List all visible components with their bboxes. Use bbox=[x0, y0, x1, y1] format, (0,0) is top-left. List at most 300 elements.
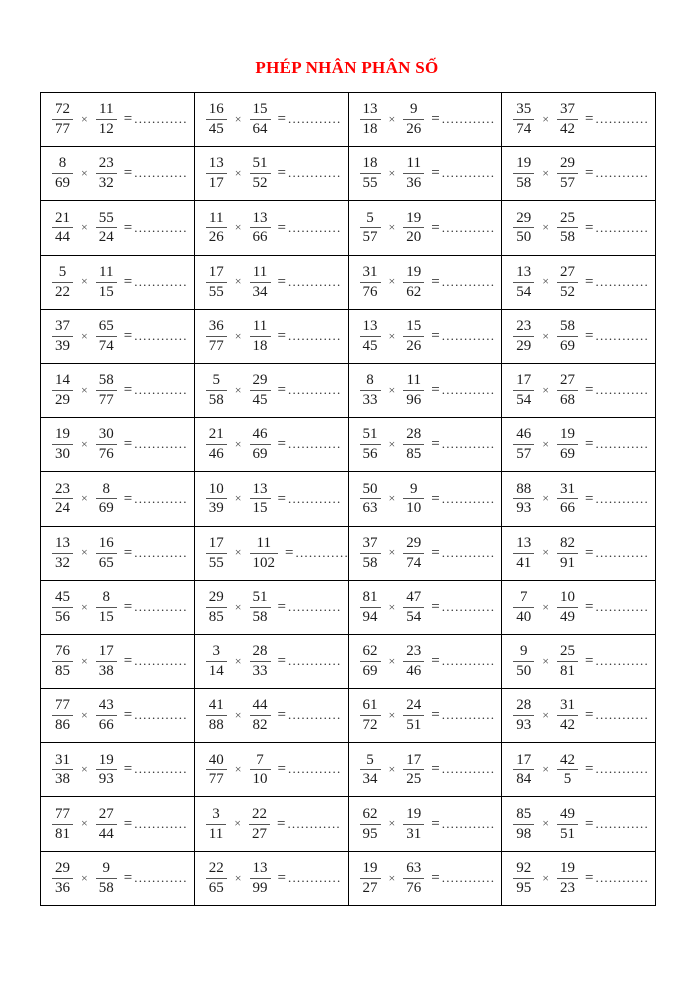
answer-blank: ............ bbox=[595, 273, 649, 289]
problem-cell bbox=[194, 255, 348, 309]
equals-sign: = bbox=[123, 327, 133, 344]
answer-blank: ............ bbox=[288, 165, 342, 181]
multiply-icon: × bbox=[81, 166, 88, 181]
numerator-2: 19 bbox=[403, 210, 424, 229]
fraction-1 bbox=[206, 860, 227, 897]
answer-blank: ............ bbox=[595, 436, 649, 452]
equals-sign: = bbox=[431, 598, 440, 615]
denominator-1: 41 bbox=[516, 554, 532, 571]
equals-and-blank bbox=[124, 599, 188, 616]
equals-and-blank bbox=[585, 220, 649, 237]
problem-cell bbox=[194, 201, 348, 255]
equals-sign: = bbox=[277, 869, 286, 886]
equals-and-blank bbox=[431, 274, 495, 291]
fraction-2 bbox=[403, 643, 424, 680]
problems-table bbox=[40, 92, 656, 906]
equals-and-blank bbox=[585, 816, 649, 833]
fraction-1 bbox=[52, 210, 73, 247]
problem-cell bbox=[194, 743, 348, 797]
denominator-1: 55 bbox=[208, 283, 224, 300]
fraction-1 bbox=[513, 860, 534, 897]
multiply-icon: × bbox=[234, 491, 242, 506]
equals-sign: = bbox=[123, 219, 133, 236]
equals-sign: = bbox=[285, 544, 294, 561]
multiply-icon: × bbox=[234, 437, 242, 451]
fraction-1 bbox=[206, 210, 227, 247]
multiply-icon: × bbox=[542, 166, 550, 181]
numerator-1: 5 bbox=[360, 210, 381, 229]
problem-cell bbox=[41, 689, 195, 743]
denominator-1: 45 bbox=[208, 121, 224, 138]
table-row bbox=[41, 472, 656, 526]
problem-expression bbox=[206, 155, 348, 192]
problem-cell bbox=[41, 634, 195, 688]
multiply-icon: × bbox=[542, 707, 550, 722]
numerator-2: 24 bbox=[403, 697, 424, 716]
denominator-1: 74 bbox=[516, 121, 532, 138]
fraction-1 bbox=[360, 155, 381, 192]
answer-blank: ............ bbox=[441, 382, 496, 398]
fraction-1 bbox=[360, 806, 381, 843]
multiply-icon: × bbox=[81, 816, 88, 831]
numerator-2: 19 bbox=[557, 426, 578, 445]
numerator-1: 14 bbox=[52, 372, 73, 391]
table-row bbox=[41, 93, 656, 147]
numerator-2: 27 bbox=[96, 806, 117, 825]
problem-cell bbox=[194, 309, 348, 363]
numerator-2: 19 bbox=[96, 752, 117, 771]
equals-and-blank bbox=[278, 220, 342, 237]
multiply-icon: × bbox=[542, 816, 550, 831]
problem-cell bbox=[502, 743, 656, 797]
fraction-1 bbox=[52, 101, 73, 138]
answer-blank: ............ bbox=[441, 327, 496, 343]
equals-sign: = bbox=[585, 653, 594, 670]
denominator-1: 40 bbox=[516, 608, 532, 625]
fraction-2 bbox=[403, 372, 424, 409]
denominator-1: 98 bbox=[516, 825, 532, 842]
numerator-1: 17 bbox=[513, 372, 534, 391]
equals-sign: = bbox=[431, 382, 440, 399]
problem-cell bbox=[348, 309, 502, 363]
numerator-1: 92 bbox=[513, 860, 534, 879]
fraction-1 bbox=[52, 372, 73, 409]
answer-blank: ............ bbox=[441, 815, 496, 831]
problem-cell bbox=[348, 472, 502, 526]
problem-expression bbox=[360, 806, 502, 843]
fraction-1 bbox=[360, 426, 381, 463]
answer-blank: ............ bbox=[595, 327, 649, 343]
denominator-2: 62 bbox=[406, 283, 422, 300]
denominator-2: 85 bbox=[406, 446, 422, 463]
numerator-1: 62 bbox=[360, 643, 381, 662]
equals-and-blank bbox=[124, 653, 188, 670]
fraction-1 bbox=[513, 101, 534, 138]
answer-blank: ............ bbox=[288, 436, 342, 452]
problem-cell bbox=[41, 526, 195, 580]
numerator-1: 18 bbox=[360, 155, 381, 174]
denominator-2: 96 bbox=[406, 392, 422, 409]
fraction-2 bbox=[557, 481, 578, 518]
equals-and-blank bbox=[585, 328, 649, 345]
denominator-2: 93 bbox=[98, 771, 114, 788]
numerator-1: 51 bbox=[360, 426, 381, 445]
denominator-1: 58 bbox=[516, 175, 532, 192]
fraction-2 bbox=[403, 589, 424, 626]
numerator-1: 46 bbox=[513, 426, 534, 445]
table-row bbox=[41, 363, 656, 417]
problem-expression bbox=[360, 697, 502, 734]
problem-expression bbox=[513, 426, 655, 463]
fraction-2 bbox=[250, 697, 271, 734]
multiply-icon: × bbox=[388, 328, 396, 343]
equals-sign: = bbox=[585, 815, 594, 832]
fraction-2 bbox=[250, 752, 271, 789]
equals-and-blank bbox=[278, 111, 342, 128]
numerator-1: 13 bbox=[360, 101, 381, 120]
equals-and-blank bbox=[585, 382, 649, 399]
denominator-1: 84 bbox=[516, 771, 532, 788]
denominator-2: 10 bbox=[252, 771, 268, 788]
denominator-1: 39 bbox=[208, 500, 224, 517]
answer-blank: ............ bbox=[134, 382, 188, 398]
equals-and-blank bbox=[278, 599, 342, 616]
answer-blank: ............ bbox=[441, 653, 496, 669]
answer-blank: ............ bbox=[595, 382, 649, 398]
numerator-1: 37 bbox=[360, 535, 381, 554]
fraction-2 bbox=[249, 806, 270, 843]
problem-expression bbox=[360, 101, 502, 138]
numerator-1: 19 bbox=[360, 860, 381, 879]
multiply-icon: × bbox=[234, 762, 242, 777]
denominator-1: 44 bbox=[55, 229, 70, 246]
problem-cell bbox=[41, 147, 195, 201]
problem-expression bbox=[52, 101, 194, 138]
fraction-1 bbox=[513, 264, 534, 301]
problem-cell bbox=[194, 580, 348, 634]
problem-cell bbox=[194, 147, 348, 201]
fraction-1 bbox=[206, 589, 227, 626]
problem-expression bbox=[52, 860, 194, 897]
numerator-2: 25 bbox=[557, 643, 578, 662]
denominator-2: 25 bbox=[406, 771, 422, 788]
problem-cell bbox=[41, 580, 195, 634]
multiply-icon: × bbox=[81, 653, 88, 668]
numerator-1: 22 bbox=[206, 860, 227, 879]
multiply-icon: × bbox=[388, 653, 396, 668]
equals-sign: = bbox=[277, 598, 286, 615]
denominator-2: 66 bbox=[252, 229, 268, 246]
problem-cell bbox=[502, 93, 656, 147]
numerator-1: 5 bbox=[360, 752, 381, 771]
problem-expression bbox=[360, 426, 502, 463]
denominator-2: 45 bbox=[252, 392, 268, 409]
multiply-icon: × bbox=[388, 870, 396, 885]
denominator-1: 55 bbox=[362, 175, 378, 192]
equals-sign: = bbox=[585, 598, 594, 615]
fraction-1 bbox=[206, 752, 227, 789]
equals-and-blank bbox=[585, 111, 649, 128]
fraction-2 bbox=[557, 535, 578, 572]
fraction-1 bbox=[206, 535, 227, 572]
fraction-2 bbox=[96, 101, 117, 138]
denominator-1: 95 bbox=[516, 879, 532, 896]
numerator-1: 31 bbox=[52, 752, 73, 771]
answer-blank: ............ bbox=[134, 111, 188, 127]
problem-expression bbox=[206, 752, 348, 789]
multiply-icon: × bbox=[234, 111, 242, 126]
problem-expression bbox=[360, 318, 502, 355]
numerator-1: 13 bbox=[206, 155, 227, 174]
multiply-icon: × bbox=[81, 870, 88, 885]
equals-and-blank bbox=[124, 220, 188, 237]
denominator-2: 32 bbox=[98, 175, 114, 192]
fraction-2 bbox=[403, 426, 424, 463]
fraction-2 bbox=[557, 860, 578, 897]
multiply-icon: × bbox=[234, 707, 242, 722]
equals-and-blank bbox=[124, 816, 188, 833]
problem-expression bbox=[360, 264, 502, 301]
denominator-1: 69 bbox=[55, 175, 70, 192]
denominator-2: 20 bbox=[406, 229, 422, 246]
equals-sign: = bbox=[431, 327, 440, 344]
equals-and-blank bbox=[431, 707, 495, 724]
problem-expression bbox=[513, 860, 655, 897]
numerator-2: 9 bbox=[403, 481, 424, 500]
equals-sign: = bbox=[585, 869, 594, 886]
equals-and-blank bbox=[278, 328, 342, 345]
multiply-icon: × bbox=[81, 220, 88, 235]
equals-and-blank bbox=[277, 816, 341, 833]
problem-expression bbox=[206, 372, 348, 409]
problem-expression bbox=[513, 752, 655, 789]
multiply-icon: × bbox=[388, 382, 396, 397]
table-row bbox=[41, 851, 656, 905]
fraction-1 bbox=[206, 697, 227, 734]
numerator-2: 15 bbox=[403, 318, 424, 337]
fraction-2 bbox=[557, 589, 578, 626]
problem-expression bbox=[206, 860, 348, 897]
fraction-1 bbox=[360, 589, 381, 626]
fraction-1 bbox=[513, 155, 534, 192]
denominator-1: 95 bbox=[362, 825, 378, 842]
fraction-1 bbox=[52, 264, 73, 301]
multiply-icon: × bbox=[234, 870, 242, 885]
equals-sign: = bbox=[431, 707, 440, 724]
numerator-1: 72 bbox=[52, 101, 73, 120]
answer-blank: ............ bbox=[595, 111, 649, 127]
answer-blank: ............ bbox=[441, 598, 496, 614]
multiply-icon: × bbox=[388, 707, 396, 722]
numerator-1: 3 bbox=[206, 643, 227, 662]
answer-blank: ............ bbox=[441, 165, 496, 181]
problem-expression bbox=[52, 752, 194, 789]
multiply-icon: × bbox=[234, 653, 242, 668]
numerator-1: 8 bbox=[52, 155, 73, 174]
equals-sign: = bbox=[123, 598, 133, 615]
fraction-1 bbox=[52, 318, 73, 355]
problem-expression bbox=[52, 643, 194, 680]
fraction-2 bbox=[250, 426, 271, 463]
equals-and-blank bbox=[585, 491, 649, 508]
answer-blank: ............ bbox=[441, 869, 496, 885]
problem-cell bbox=[41, 309, 195, 363]
fraction-2 bbox=[403, 535, 424, 572]
numerator-2: 51 bbox=[250, 155, 271, 174]
denominator-2: 26 bbox=[406, 337, 422, 354]
equals-and-blank bbox=[431, 545, 495, 562]
problem-cell bbox=[348, 689, 502, 743]
denominator-2: 38 bbox=[98, 662, 114, 679]
equals-and-blank bbox=[278, 761, 342, 778]
denominator-2: 10 bbox=[406, 500, 422, 517]
denominator-2: 58 bbox=[560, 229, 576, 246]
answer-blank: ............ bbox=[295, 544, 349, 560]
numerator-2: 28 bbox=[403, 426, 424, 445]
denominator-1: 93 bbox=[516, 717, 532, 734]
problem-cell bbox=[194, 851, 348, 905]
numerator-1: 81 bbox=[360, 589, 381, 608]
problem-cell bbox=[502, 418, 656, 472]
equals-sign: = bbox=[276, 815, 286, 832]
numerator-2: 27 bbox=[557, 372, 578, 391]
multiply-icon: × bbox=[388, 166, 396, 181]
denominator-1: 26 bbox=[208, 229, 224, 246]
problem-cell bbox=[502, 526, 656, 580]
problem-expression bbox=[52, 426, 194, 463]
multiply-icon: × bbox=[234, 328, 242, 343]
denominator-2: 18 bbox=[252, 337, 268, 354]
fraction-2 bbox=[557, 643, 578, 680]
denominator-1: 34 bbox=[362, 771, 378, 788]
problem-cell bbox=[41, 93, 195, 147]
numerator-2: 28 bbox=[250, 643, 271, 662]
numerator-1: 50 bbox=[360, 481, 381, 500]
numerator-1: 29 bbox=[513, 210, 534, 229]
problem-expression bbox=[52, 372, 194, 409]
denominator-1: 56 bbox=[55, 608, 70, 625]
numerator-2: 15 bbox=[250, 101, 271, 120]
fraction-1 bbox=[206, 318, 227, 355]
answer-blank: ............ bbox=[288, 653, 342, 669]
denominator-2: 42 bbox=[560, 121, 576, 138]
multiply-icon: × bbox=[542, 328, 550, 343]
fraction-2 bbox=[557, 426, 578, 463]
denominator-1: 22 bbox=[55, 283, 70, 300]
numerator-2: 55 bbox=[96, 210, 117, 229]
equals-and-blank bbox=[431, 870, 495, 887]
fraction-1 bbox=[52, 535, 73, 572]
answer-blank: ............ bbox=[441, 436, 496, 452]
fraction-2 bbox=[250, 481, 271, 518]
fraction-2 bbox=[96, 372, 117, 409]
multiply-icon: × bbox=[388, 816, 396, 831]
table-row bbox=[41, 689, 656, 743]
numerator-1: 35 bbox=[513, 101, 534, 120]
answer-blank: ............ bbox=[288, 490, 342, 506]
answer-blank: ............ bbox=[441, 761, 496, 777]
equals-sign: = bbox=[585, 327, 594, 344]
fraction-1 bbox=[52, 806, 73, 843]
equals-sign: = bbox=[277, 382, 286, 399]
problem-expression bbox=[206, 589, 348, 626]
problem-cell bbox=[194, 689, 348, 743]
equals-and-blank bbox=[124, 436, 188, 453]
equals-and-blank bbox=[278, 382, 342, 399]
fraction-2 bbox=[250, 318, 271, 355]
table-row bbox=[41, 255, 656, 309]
fraction-2 bbox=[403, 697, 424, 734]
answer-blank: ............ bbox=[441, 490, 496, 506]
fraction-2 bbox=[557, 372, 578, 409]
numerator-2: 51 bbox=[250, 589, 271, 608]
numerator-2: 17 bbox=[403, 752, 424, 771]
numerator-1: 62 bbox=[360, 806, 381, 825]
problem-cell bbox=[348, 526, 502, 580]
numerator-1: 10 bbox=[206, 481, 227, 500]
denominator-1: 33 bbox=[362, 392, 378, 409]
multiply-icon: × bbox=[388, 545, 396, 560]
answer-blank: ............ bbox=[134, 436, 188, 452]
problem-expression bbox=[52, 264, 194, 301]
equals-and-blank bbox=[124, 545, 188, 562]
numerator-1: 77 bbox=[52, 806, 73, 825]
equals-sign: = bbox=[123, 165, 133, 182]
numerator-2: 11 bbox=[403, 372, 424, 391]
problem-expression bbox=[513, 697, 655, 734]
problem-expression bbox=[52, 697, 194, 734]
fraction-2 bbox=[557, 697, 578, 734]
answer-blank: ............ bbox=[134, 869, 188, 885]
problem-cell bbox=[348, 93, 502, 147]
equals-and-blank bbox=[431, 761, 495, 778]
denominator-2: 69 bbox=[98, 500, 114, 517]
problem-cell bbox=[194, 634, 348, 688]
answer-blank: ............ bbox=[441, 273, 496, 289]
problem-expression bbox=[52, 806, 194, 843]
table-row bbox=[41, 147, 656, 201]
denominator-1: 29 bbox=[516, 337, 532, 354]
denominator-2: 44 bbox=[98, 825, 114, 842]
denominator-2: 12 bbox=[98, 121, 114, 138]
denominator-1: 55 bbox=[208, 554, 224, 571]
denominator-2: 26 bbox=[406, 121, 422, 138]
equals-sign: = bbox=[431, 111, 440, 128]
equals-sign: = bbox=[123, 815, 133, 832]
table-row bbox=[41, 526, 656, 580]
numerator-2: 23 bbox=[96, 155, 117, 174]
problem-expression bbox=[52, 589, 194, 626]
fraction-1 bbox=[360, 535, 381, 572]
fraction-2 bbox=[250, 101, 271, 138]
denominator-2: 54 bbox=[406, 608, 422, 625]
problem-cell bbox=[502, 309, 656, 363]
equals-sign: = bbox=[585, 436, 594, 453]
equals-and-blank bbox=[585, 653, 649, 670]
numerator-1: 29 bbox=[52, 860, 73, 879]
multiply-icon: × bbox=[388, 762, 396, 777]
problem-expression bbox=[52, 481, 194, 518]
numerator-2: 17 bbox=[96, 643, 117, 662]
answer-blank: ............ bbox=[441, 707, 496, 723]
equals-and-blank bbox=[431, 165, 495, 182]
fraction-2 bbox=[250, 264, 271, 301]
answer-blank: ............ bbox=[134, 219, 188, 235]
fraction-2 bbox=[96, 264, 117, 301]
numerator-1: 19 bbox=[513, 155, 534, 174]
denominator-1: 17 bbox=[208, 175, 224, 192]
denominator-1: 46 bbox=[208, 446, 224, 463]
